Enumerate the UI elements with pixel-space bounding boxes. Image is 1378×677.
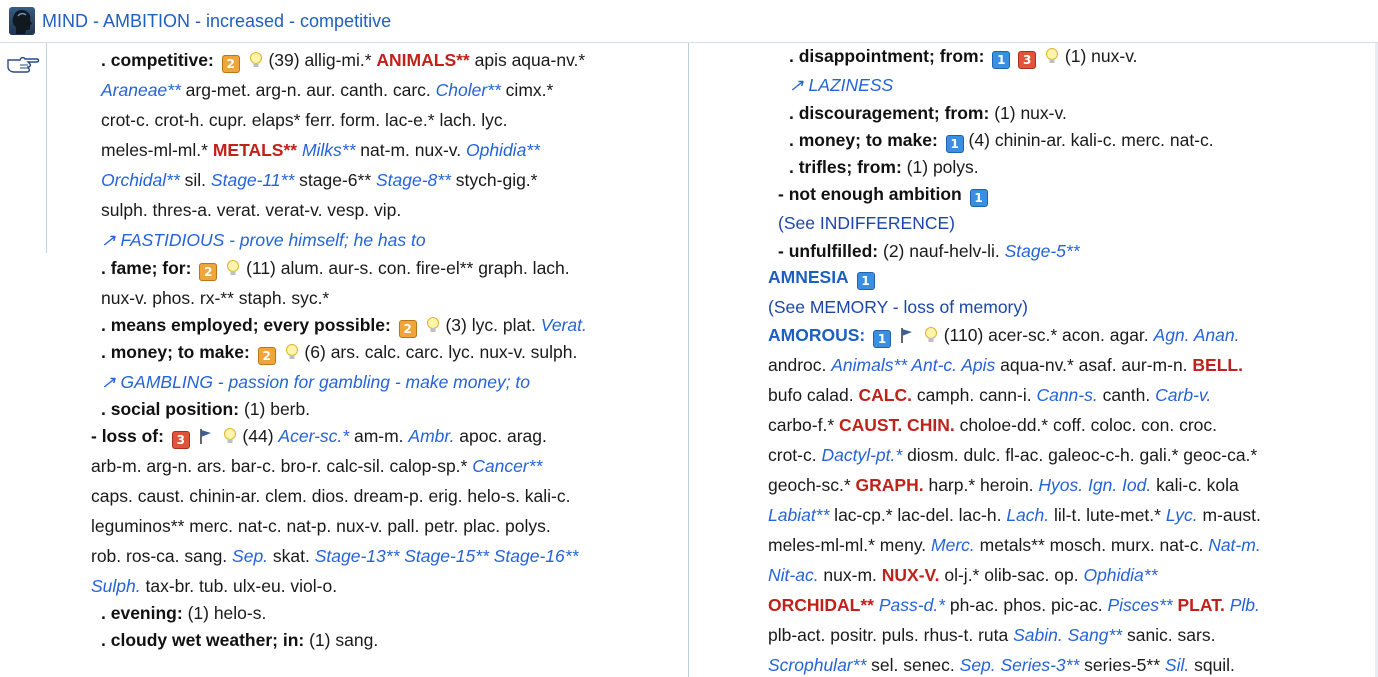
rubric-trifles[interactable] <box>789 155 979 179</box>
remedy-count: (110) <box>943 325 984 345</box>
remedy-text: sulph. thres-a. verat. verat-v. vesp. vip. <box>101 200 402 220</box>
remedy-line <box>988 325 1239 345</box>
rubric-amorous[interactable] <box>768 323 1239 348</box>
remedy-link[interactable]: Carb-v. <box>1155 385 1212 405</box>
remedy-text: harp.* heroin. <box>923 475 1039 495</box>
remedy-line <box>1091 46 1137 66</box>
grade-badge-icon[interactable]: 3 <box>172 431 190 449</box>
rubric-label: . discouragement; from: <box>789 103 990 123</box>
rubric-label: - loss of: <box>91 426 164 446</box>
window-title: MIND - AMBITION - increased - competitive <box>42 11 392 31</box>
rubric-fame[interactable] <box>101 256 570 281</box>
remedy-text: series-5** <box>1079 655 1165 675</box>
rubric-label: . money; to make: <box>789 130 938 150</box>
remedy-line <box>91 544 578 568</box>
rubric-label: . trifles; from: <box>789 157 902 177</box>
remedy-line <box>768 383 1211 407</box>
remedy-text: plb-act. positr. puls. rhus-t. ruta <box>768 625 1014 645</box>
grade-badge-icon[interactable]: 2 <box>258 347 276 365</box>
title-bar <box>0 0 1378 43</box>
remedy-text: tax-br. tub. ulx-eu. viol-o. <box>140 576 338 596</box>
remedy-link[interactable]: Sabin. Sang** <box>1013 625 1123 645</box>
remedy-line <box>768 443 1257 467</box>
remedy-link[interactable]: Dactyl-pt.* <box>821 445 903 465</box>
rubric-evening[interactable] <box>101 601 266 625</box>
remedy-text: metals** mosch. murx. nat-c. <box>974 535 1209 555</box>
remedy-link[interactable]: Stage-13** Stage-15** Stage-16** <box>314 546 579 566</box>
grade-badge-icon[interactable]: 1 <box>970 189 988 207</box>
remedy-text: stych-gig.* <box>450 170 538 190</box>
rubric-loss-of[interactable] <box>91 424 547 449</box>
rubric-amnesia[interactable] <box>768 265 875 290</box>
gutter-divider <box>46 43 47 253</box>
remedy-text: lil-t. lute-met.* <box>1049 505 1166 525</box>
remedy-line <box>278 426 546 446</box>
grade-badge-icon[interactable]: 1 <box>857 272 875 290</box>
left-pane[interactable] <box>0 43 689 677</box>
lightbulb-icon[interactable] <box>1044 47 1060 65</box>
remedy-count: (44) <box>242 426 274 446</box>
arrow-up-right-icon: ↗ <box>789 75 804 95</box>
remedy-line <box>768 623 1215 647</box>
remedy-link[interactable]: Sulph. <box>91 576 141 596</box>
remedy-line <box>335 630 378 650</box>
remedy-link[interactable]: GRAPH. <box>855 475 924 495</box>
remedy-link[interactable]: Pass-d.* <box>878 595 945 615</box>
remedy-link[interactable]: PLAT. <box>1177 595 1225 615</box>
remedy-text: sil. <box>179 170 211 190</box>
remedy-link[interactable]: Choler** <box>435 80 501 100</box>
remedy-text: nux-m. <box>818 565 882 585</box>
remedy-text: nat-m. nux-v. <box>355 140 466 160</box>
remedy-count: (6) <box>304 342 326 362</box>
rubric-discouragement[interactable] <box>789 101 1067 125</box>
remedy-count: (1) <box>309 630 331 650</box>
remedy-line <box>101 286 329 310</box>
rubric-label: . competitive: <box>101 50 214 70</box>
rubric-disappointment[interactable] <box>789 44 1138 69</box>
remedy-text: m-aust. <box>1197 505 1261 525</box>
rubric-label: - not enough ambition <box>778 184 962 204</box>
remedy-count: (1) <box>243 399 266 419</box>
cross-reference-link[interactable]: ↗ GAMBLING - passion for gambling - make money; to <box>101 372 531 392</box>
remedy-text: carbo-f.* <box>768 415 839 435</box>
rubric-competitive[interactable] <box>101 48 585 73</box>
remedy-line <box>91 484 571 508</box>
remedy-link[interactable]: CALC. <box>858 385 912 405</box>
remedy-text: sanic. sars. <box>1122 625 1216 645</box>
remedy-text: squil. <box>1189 655 1235 675</box>
grade-badge-icon[interactable]: 1 <box>992 51 1010 69</box>
remedy-text: stage-6** <box>294 170 376 190</box>
rubric-not-enough-ambition[interactable] <box>778 182 988 207</box>
remedy-line <box>331 342 578 362</box>
remedy-text: meles-ml-ml.* meny. <box>768 535 932 555</box>
remedy-link[interactable]: BELL. <box>1192 355 1243 375</box>
remedy-text: crot-c. crot-h. cupr. elaps* ferr. form. lac-e.* lach. lyc. <box>101 110 508 130</box>
grade-badge-icon[interactable]: 1 <box>873 330 891 348</box>
lightbulb-icon[interactable] <box>425 316 441 334</box>
remedy-link[interactable]: Cann-s. <box>1036 385 1098 405</box>
remedy-text: polys. <box>932 157 979 177</box>
remedy-text: lac-cp.* lac-del. lac-h. <box>829 505 1007 525</box>
remedy-link[interactable]: Lach. <box>1006 505 1050 525</box>
see-reference-link[interactable]: (See INDIFFERENCE) <box>778 213 955 233</box>
remedy-link[interactable]: Sil. <box>1164 655 1190 675</box>
rubric-money[interactable] <box>101 340 577 365</box>
remedy-text: helo-s. <box>213 603 267 623</box>
remedy-count: (1) <box>1064 46 1087 66</box>
rubric-cloudy-wet-weather[interactable] <box>101 628 378 652</box>
remedy-text: meles-ml-ml.* <box>101 140 213 160</box>
remedy-text: apoc. arag. <box>454 426 547 446</box>
remedy-link[interactable]: Stage-5** <box>1004 241 1080 261</box>
arrow-up-right-icon: ↗ <box>101 372 116 392</box>
remedy-text: cimx.* <box>500 80 554 100</box>
remedy-text: geoch-sc.* <box>768 475 856 495</box>
remedy-link[interactable]: Verat. <box>540 315 587 335</box>
remedy-link[interactable]: Ophidia** <box>465 140 540 160</box>
remedy-link[interactable]: Ophidia** <box>1083 565 1158 585</box>
remedy-line <box>768 563 1157 587</box>
remedy-link[interactable]: Stage-11** <box>210 170 295 190</box>
remedy-link[interactable]: Animals** Ant-c. Apis <box>831 355 996 375</box>
remedy-text: choloe-dd.* coff. coloc. con. croc. <box>954 415 1218 435</box>
remedy-text: nux-v. phos. rx-** staph. syc.* <box>101 288 330 308</box>
rubric-label: . evening: <box>101 603 183 623</box>
grade-badge-icon[interactable]: 2 <box>199 263 217 281</box>
remedy-text: sel. senec. <box>866 655 960 675</box>
flag-icon[interactable] <box>198 427 214 445</box>
remedy-count: (1) <box>994 103 1016 123</box>
remedy-link[interactable]: Nat-m. <box>1208 535 1261 555</box>
see-reference-link[interactable]: (See MEMORY - loss of memory) <box>768 297 1028 317</box>
remedy-line <box>472 315 587 335</box>
rubric-label: . means employed; every possible: <box>101 315 391 335</box>
remedy-text: diosm. dulc. fl-ac. galeoc-c-h. gali.* geoc-ca.* <box>902 445 1258 465</box>
lightbulb-icon[interactable] <box>923 326 939 344</box>
remedy-count: (11) <box>246 258 276 278</box>
remedy-link[interactable]: ORCHIDAL** <box>768 595 874 615</box>
right-pane[interactable] <box>689 43 1378 677</box>
remedy-text: bufo calad. <box>768 385 859 405</box>
remedy-count: (3) <box>445 315 467 335</box>
remedy-link[interactable]: Milks** <box>301 140 356 160</box>
remedy-text: ars. calc. carc. lyc. nux-v. sulph. <box>330 342 578 362</box>
remedy-text: caps. caust. chinin-ar. clem. dios. dream-p. erig. helo-s. kali-c. <box>91 486 571 506</box>
remedy-line <box>281 258 570 278</box>
remedy-count: (39) <box>268 50 300 70</box>
remedy-text: nux-v. <box>1020 103 1067 123</box>
remedy-text: canth. <box>1097 385 1156 405</box>
rubric-label: AMNESIA <box>768 267 849 287</box>
remedy-line <box>933 157 979 177</box>
remedy-text: skat. <box>268 546 315 566</box>
remedy-text: androc. <box>768 355 832 375</box>
remedy-line <box>101 108 508 132</box>
remedy-text: berb. <box>270 399 311 419</box>
remedy-text: am-m. <box>349 426 409 446</box>
remedy-text: ph-ac. phos. pic-ac. <box>945 595 1108 615</box>
rubric-means-employed[interactable] <box>101 313 587 338</box>
remedy-link[interactable]: Nit-ac. <box>768 565 819 585</box>
rubric-label: . social position: <box>101 399 240 419</box>
remedy-link[interactable]: Stage-8** <box>376 170 451 190</box>
head-profile-icon <box>9 7 35 35</box>
arrow-up-right-icon: ↗ <box>101 230 116 250</box>
lightbulb-icon[interactable] <box>222 427 238 445</box>
remedy-text: apis aqua-nv.* <box>469 50 586 70</box>
remedy-link[interactable]: Agn. Anan. <box>1153 325 1240 345</box>
cross-reference-link[interactable]: ↗ LAZINESS <box>789 75 894 95</box>
remedy-link[interactable]: Lyc. <box>1165 505 1198 525</box>
remedy-line <box>101 198 401 222</box>
remedy-line <box>1020 103 1066 123</box>
rubric-money[interactable] <box>789 128 1214 153</box>
rubric-label: . money; to make: <box>101 342 250 362</box>
remedy-line <box>768 653 1235 677</box>
remedy-text: allig-mi.* <box>304 50 377 70</box>
remedy-line <box>909 241 1079 261</box>
remedy-link[interactable]: Pisces** <box>1107 595 1173 615</box>
remedy-line <box>768 353 1243 377</box>
remedy-link[interactable]: CAUST. CHIN. <box>839 415 955 435</box>
remedy-text: crot-c. <box>768 445 822 465</box>
grade-badge-icon[interactable]: 2 <box>399 320 417 338</box>
remedy-count: (2) <box>883 241 905 261</box>
remedy-link[interactable]: Scrophular** <box>768 655 867 675</box>
remedy-link[interactable]: Acer-sc.* <box>278 426 350 446</box>
rubric-unfulfilled[interactable] <box>778 239 1080 263</box>
rubric-social-position[interactable] <box>101 397 310 421</box>
remedy-line <box>91 454 542 478</box>
flag-icon[interactable] <box>899 326 915 344</box>
remedy-line <box>101 138 540 162</box>
rubric-label: . disappointment; from: <box>789 46 985 66</box>
remedy-link[interactable]: Araneae** <box>101 80 181 100</box>
remedy-line <box>91 574 337 598</box>
remedy-link[interactable]: METALS** <box>212 140 298 160</box>
remedy-link[interactable]: Merc. <box>931 535 975 555</box>
lightbulb-icon[interactable] <box>284 343 300 361</box>
remedy-text: nauf-helv-li. <box>909 241 1005 261</box>
remedy-text: ol-j.* olib-sac. op. <box>939 565 1084 585</box>
rubric-label: . fame; for: <box>101 258 192 278</box>
remedy-text: rob. ros-ca. sang. <box>91 546 233 566</box>
remedy-line <box>995 130 1214 150</box>
grade-badge-icon[interactable]: 1 <box>946 135 964 153</box>
remedy-text: lyc. plat. <box>471 315 541 335</box>
remedy-text: camph. cann-i. <box>911 385 1037 405</box>
remedy-line <box>768 533 1261 557</box>
remedy-link[interactable]: ANIMALS** <box>376 50 470 70</box>
remedy-link[interactable]: NUX-V. <box>881 565 940 585</box>
lightbulb-icon[interactable] <box>248 51 264 69</box>
remedy-count: (1) <box>187 603 209 623</box>
remedy-line <box>768 473 1239 497</box>
cross-reference-link[interactable]: ↗ FASTIDIOUS - prove himself; he has to <box>101 230 426 250</box>
remedy-link[interactable]: Cancer** <box>472 456 543 476</box>
grade-badge-icon[interactable]: 2 <box>222 55 240 73</box>
remedy-link[interactable]: Orchidal** <box>101 170 180 190</box>
remedy-line <box>768 413 1217 437</box>
remedy-text: kali-c. kola <box>1151 475 1239 495</box>
remedy-link[interactable]: Plb. <box>1229 595 1260 615</box>
remedy-link[interactable]: Sep. Series-3** <box>959 655 1080 675</box>
remedy-link[interactable]: Sep. <box>232 546 269 566</box>
remedy-line <box>768 593 1260 617</box>
remedy-line <box>91 514 551 538</box>
rubric-label: . cloudy wet weather; in: <box>101 630 305 650</box>
remedy-count: (1) <box>906 157 929 177</box>
remedy-text: leguminos** merc. nat-c. nat-p. nux-v. pall. petr. plac. polys. <box>91 516 551 536</box>
remedy-text: sang. <box>335 630 379 650</box>
remedy-line <box>270 399 310 419</box>
remedy-line <box>768 503 1261 527</box>
remedy-line <box>304 50 585 70</box>
remedy-text: alum. aur-s. con. fire-el** graph. lach. <box>280 258 570 278</box>
remedy-count: (4) <box>968 130 990 150</box>
grade-badge-icon[interactable]: 3 <box>1018 51 1036 69</box>
rubric-label: AMOROUS: <box>768 325 866 345</box>
lightbulb-icon[interactable] <box>225 259 241 277</box>
remedy-text: arg-met. arg-n. aur. canth. carc. <box>180 80 436 100</box>
remedy-link[interactable]: Labiat** <box>768 505 830 525</box>
remedy-text: chinin-ar. kali-c. merc. nat-c. <box>994 130 1214 150</box>
remedy-text: aqua-nv.* asaf. aur-m-n. <box>995 355 1193 375</box>
remedy-line <box>101 168 537 192</box>
remedy-line <box>101 78 553 102</box>
remedy-text: acer-sc.* acon. agar. <box>988 325 1154 345</box>
remedy-link[interactable]: Hyos. Ign. Iod. <box>1038 475 1152 495</box>
remedy-line <box>214 603 267 623</box>
remedy-text: arb-m. arg-n. ars. bar-c. bro-r. calc-sil. calop-sp.* <box>91 456 473 476</box>
pointing-hand-icon[interactable] <box>6 54 40 74</box>
rubric-label: - unfulfilled: <box>778 241 879 261</box>
remedy-link[interactable]: Ambr. <box>408 426 455 446</box>
remedy-text: nux-v. <box>1091 46 1138 66</box>
